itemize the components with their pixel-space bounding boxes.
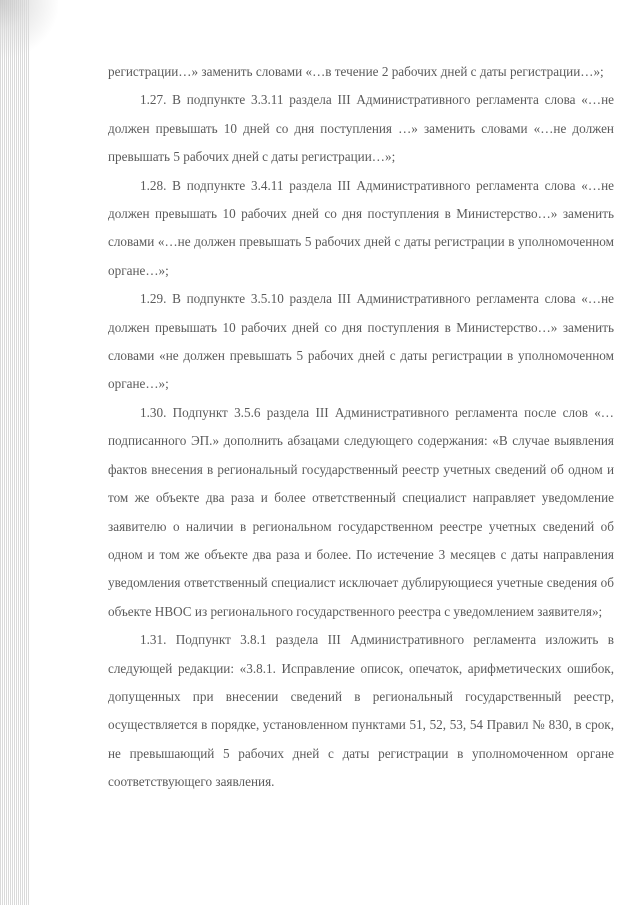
paragraph-1-31: 1.31. Подпункт 3.8.1 раздела III Административного регламента изложить в следующей редакции: «3.8.1. Исправление описок, опечаток, арифметических ошибок, допущенных при внесении сведений в региональный государственный реестр, осуществляется в порядке, установленном пунктами 51, 52, 53, 54 Правил № 830, в срок, не превышающий 5 рабочих дней с даты регистрации в уполномоченном органе соответствующего заявления.	[108, 632, 614, 790]
paragraph-continuation: регистрации…» заменить словами «…в течение 2 рабочих дней с даты регистрации…»;	[108, 64, 604, 79]
scan-corner-artifact	[0, 0, 58, 72]
scan-edge-artifact	[0, 0, 30, 905]
document-body	[108, 58, 614, 797]
paragraph-1-27: 1.27. В подпункте 3.3.11 раздела III Административного регламента слова «…не должен превышать 10 дней со дня поступления …» заменить словами «…не должен превышать 5 рабочих дней с даты регистрации…»;	[108, 92, 614, 165]
paragraph-1-28: 1.28. В подпункте 3.4.11 раздела III Административного регламента слова «…не должен превышать 10 рабочих дней со дня поступления в Министерство…» заменить словами «…не должен превышать 5 рабочих дней с даты регистрации в уполномоченном органе…»;	[108, 177, 614, 278]
paragraph-1-30: 1.30. Подпункт 3.5.6 раздела III Административного регламента после слов «…подписанного ЭП.» дополнить абзацами следующего содержания: «В случае выявления фактов внесения в региональный государственный реестр учетных сведений об одном и том же объекте два раза и более ответственный специалист направляет уведомление заявителю о наличии в региональном государственном реестре учетных сведений об одном и том же объекте два раза и более. По истечение 3 месяцев с даты направления уведомления ответственный специалист исключает дублирующиеся учетные сведения об объекте НВОС из регионального государственного реестра с уведомлением заявителя»;	[108, 404, 614, 619]
paragraph-1-29: 1.29. В подпункте 3.5.10 раздела III Административного регламента слова «…не должен превышать 10 рабочих дней со дня поступления в Министерство…» заменить словами «не должен превышать 5 рабочих дней с даты регистрации в уполномоченном органе…»;	[108, 291, 614, 392]
